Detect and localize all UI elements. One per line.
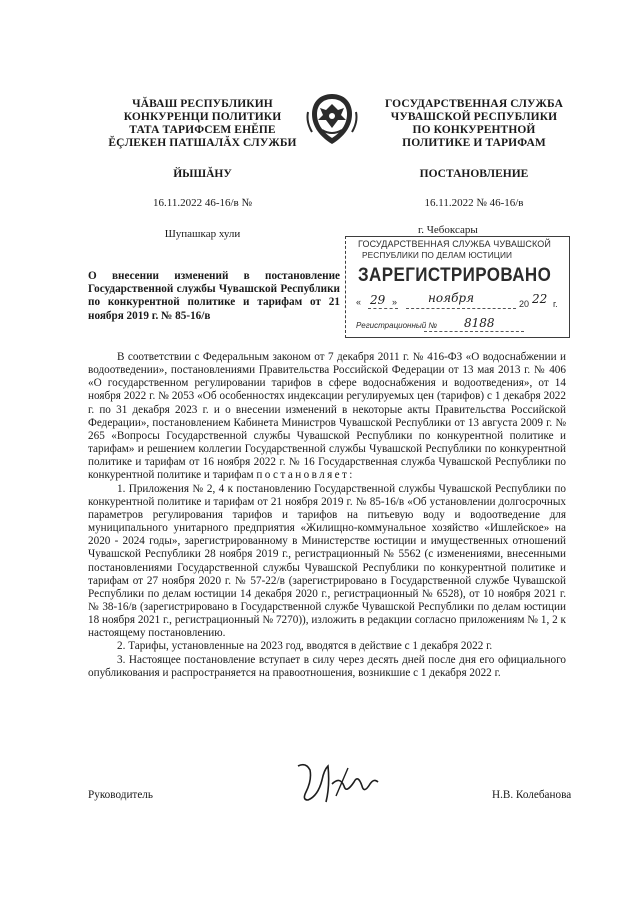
right-header-line4: ПОЛИТИКЕ И ТАРИФАМ xyxy=(402,137,546,149)
registration-stamp xyxy=(345,236,570,338)
stamp-year-suffix: 22 xyxy=(532,292,548,306)
left-header-line4: ĔÇЛЕКЕН ПАТШАЛĂХ СЛУЖБИ xyxy=(108,137,297,149)
left-city: Шупашкар хули xyxy=(164,228,241,240)
paragraph-item-3: 3. Настоящее постановление вступает в силу через десять дней после дня его официального опубликования и распространяется на правоотношения, возникшие с 1 декабря 2022 г. xyxy=(88,653,566,679)
paragraph-item-1: 1. Приложения № 2, 4 к постановлению Государственной службы Чувашской Республики по конкурентной политике и тарифам от 21 ноября 2019 г. № 85-16/в «Об установлении долгосрочных параметров регулирования тарифов и тарифов на питьевую воду и водоотведение для муниципального унитарного предприятия «Жилищно-коммунальное хозяйство «Ишлейское» на 2020 - 2024 годы», зарегистрированному в Министерстве юстиции и имущественных отношений Чувашской Республики 28 ноября 2019 г., регистрационный № 5562 (с изменениями, внесенными постановлениями Государственной службы Чувашской Республики по конкурентной политике и тарифам от 27 ноября 2020 г. № 57-22/в (зарегистрировано в Государственной службе Чувашской Республики по делам юстиции 14 декабря 2020 г., регистрационный № 6528), от 10 ноября 2021 г. № 38-16/в (зарегистрировано в Государственной службе Чувашской Республики по делам юстиции 18 ноября 2021 г., регистрационный № 7270)), изложить в редакции согласно приложениям № 1, 2 к настоящему постановлению. xyxy=(88,482,566,640)
right-header-line2: ЧУВАШСКОЙ РЕСПУБЛИКИ xyxy=(390,111,558,123)
stamp-line1: ГОСУДАРСТВЕННАЯ СЛУЖБА ЧУВАШСКОЙ xyxy=(358,239,551,249)
left-header-line1: ЧĂВАШ РЕСПУБЛИКИН xyxy=(132,98,273,110)
right-doc-type: ПОСТАНОВЛЕНИЕ xyxy=(419,168,529,180)
signer-name: Н.В. Колебанова xyxy=(492,789,572,801)
paragraph-item-2: 2. Тарифы, установленные на 2023 год, вводятся в действие с 1 декабря 2022 г. xyxy=(117,640,493,653)
stamp-reg-label: Регистрационный № xyxy=(356,321,438,330)
left-doc-type: ЙЫШĂНУ xyxy=(173,168,232,180)
left-doc-number: 16.11.2022 46-16/в № xyxy=(153,197,252,209)
document-title: О внесении изменений в постановление Государственной службы Чувашской Республики по конкурентной политике и тарифам от 21 ноября 2019 г. № 85-16/в xyxy=(88,270,340,322)
stamp-quote-close: » xyxy=(392,297,398,307)
right-city: г. Чебоксары xyxy=(418,224,478,236)
stamp-reg-number: 8188 xyxy=(464,316,495,330)
stamp-day-line xyxy=(368,308,398,309)
decree-word: постановляет: xyxy=(256,469,355,482)
right-header xyxy=(362,98,586,150)
left-header xyxy=(100,98,305,150)
right-doc-number: 16.11.2022 № 46-16/в xyxy=(424,197,524,209)
preamble-text: В соответствии с Федеральным законом от 7 декабря 2011 г. № 416-ФЗ «О водоснабжении и водоотведении», постановлениями Правительства Российской Федерации от 13 мая 2013 г. № 406 «О государственном регулировании тарифов в сфере водоснабжения и водоотведения», от 14 ноября 2022 г. № 2053 «Об особенностях индексации регулируемых цен (тарифов) с 1 декабря 2022 г. по 31 декабря 2023 г. и о внесении изменений в некоторые акты Правительства Российской Федерации», постановлением Кабинета Министров Чувашской Республики от 13 августа 2009 г. № 265 «Вопросы Государственной службы Чувашской Республики по конкурентной политике и тарифам» и решением коллегии Государственной службы Чувашской Республики по конкурентной политике и тарифам от 16 ноября 2022 г. № 16 Государственная служба Чувашской Республики по конкурентной политике и тарифам xyxy=(88,351,566,482)
document-body xyxy=(88,351,566,680)
left-header-line3: ТАТА ТАРИФСЕМ ЕНĔПЕ xyxy=(129,124,276,136)
paragraph-preamble xyxy=(88,351,566,483)
handwritten-signature-icon xyxy=(288,756,383,808)
right-header-line1: ГОСУДАРСТВЕННАЯ СЛУЖБА xyxy=(385,98,563,110)
signer-position: Руководитель xyxy=(88,789,153,801)
stamp-date xyxy=(356,291,561,311)
stamp-reg-line xyxy=(424,331,524,332)
left-header-line2: КОНКУРЕНЦИ ПОЛИТИКИ xyxy=(123,111,282,123)
stamp-year-g: г. xyxy=(553,299,558,309)
stamp-day: 29 xyxy=(370,293,386,307)
right-header-line3: ПО КОНКУРЕНТНОЙ xyxy=(412,124,536,136)
stamp-month: ноября xyxy=(428,291,475,305)
stamp-registered: ЗАРЕГИСТРИРОВАНО xyxy=(358,263,552,286)
stamp-month-line xyxy=(406,308,516,309)
stamp-line2: РЕСПУБЛИКИ ПО ДЕЛАМ ЮСТИЦИИ xyxy=(362,250,513,260)
stamp-quote-open: « xyxy=(356,297,362,307)
stamp-year-prefix: 20 xyxy=(519,299,530,309)
coat-of-arms-emblem-icon xyxy=(306,92,358,146)
